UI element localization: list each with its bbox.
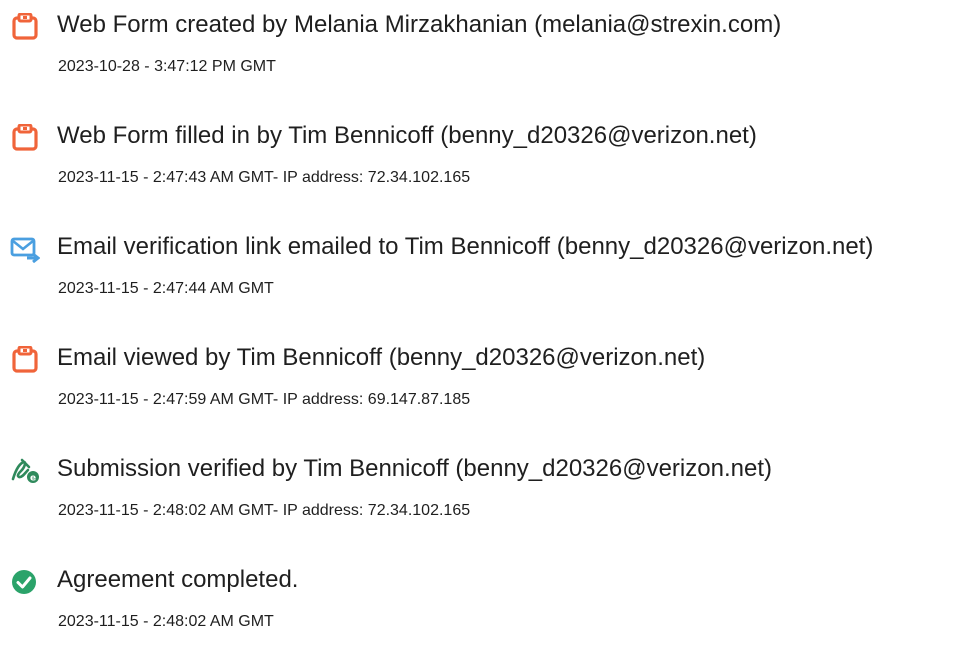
event-timestamp: 2023-11-15 - 2:47:43 AM GMT- IP address: 72.34.102.165 [58, 169, 471, 186]
document-icon [10, 13, 40, 41]
event-timestamp: 2023-11-15 - 2:47:59 AM GMT- IP address: 69.147.87.185 [58, 391, 471, 408]
checkmark-circle-icon [10, 568, 40, 596]
event-title: Email verification link emailed to Tim Bennicoff (benny_d20326@verizon.net) [57, 233, 874, 260]
event-timestamp: 2023-11-15 - 2:48:02 AM GMT [58, 613, 274, 630]
event-title: Agreement completed. [57, 566, 299, 593]
event-title: Web Form created by Melania Mirzakhanian (melania@strexin.com) [57, 11, 782, 38]
document-icon [10, 346, 40, 374]
event-timestamp: 2023-11-15 - 2:48:02 AM GMT- IP address: 72.34.102.165 [58, 502, 471, 519]
email-sent-icon [10, 235, 40, 263]
document-icon [10, 124, 40, 152]
event-timestamp: 2023-10-28 - 3:47:12 PM GMT [58, 58, 276, 75]
signature-verified-icon [10, 457, 40, 485]
event-title: Submission verified by Tim Bennicoff (benny_d20326@verizon.net) [57, 455, 772, 482]
event-title: Email viewed by Tim Bennicoff (benny_d20326@verizon.net) [57, 344, 706, 371]
svg-text:e: e [29, 473, 37, 484]
event-timestamp: 2023-11-15 - 2:47:44 AM GMT [58, 280, 274, 297]
event-title: Web Form filled in by Tim Bennicoff (benny_d20326@verizon.net) [57, 122, 757, 149]
